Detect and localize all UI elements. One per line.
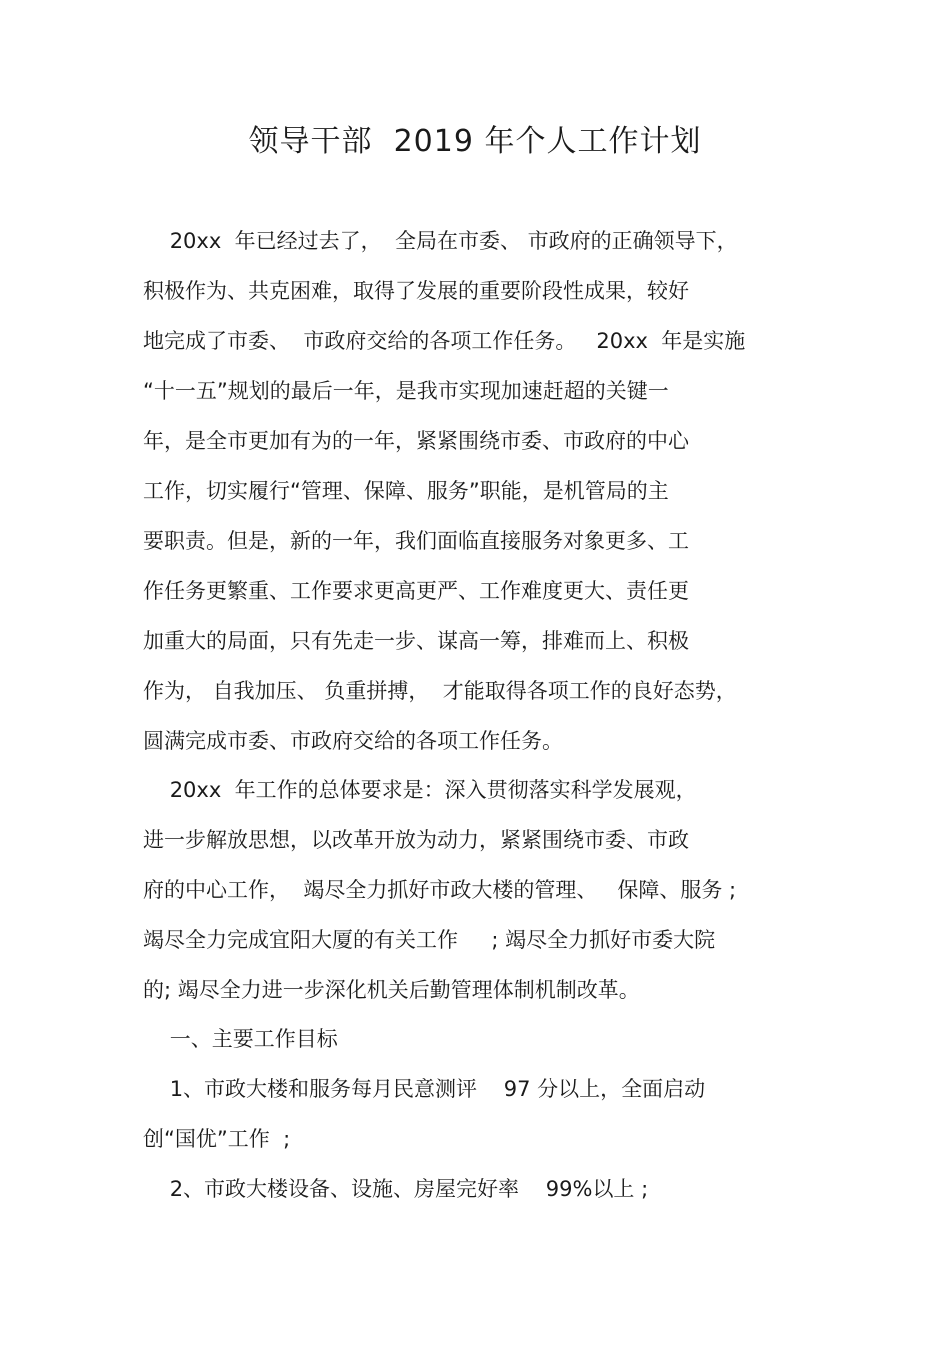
- body-line: 府的中心工作， 竭尽全力抓好市政大楼的管理、 保障、服务 ;: [143, 878, 737, 902]
- body-line: 作为， 自我加压、 负重拼搏， 才能取得各项工作的良好态势，: [143, 679, 737, 703]
- body-line: 作任务更繁重、工作要求更高更严、工作难度更大、责任更: [143, 579, 689, 603]
- body-line: 积极作为、共克困难，取得了发展的重要阶段性成果，较好: [143, 279, 689, 303]
- body-line: 进一步解放思想，以改革开放为动力，紧紧围绕市委、市政: [143, 828, 689, 852]
- section-heading: 一、主要工作目标: [143, 1027, 338, 1051]
- body-line: “十一五”规划的最后一年，是我市实现加速赶超的关键一: [143, 379, 669, 403]
- body-line: 要职责。但是，新的一年，我们面临直接服务对象更多、工: [143, 529, 689, 553]
- list-item: 1、市政大楼和服务每月民意测评 97 分以上，全面启动: [143, 1077, 706, 1101]
- body-line: 20xx 年工作的总体要求是：深入贯彻落实科学发展观，: [143, 778, 697, 802]
- body-line: 工作，切实履行“管理、保障、服务”职能，是机管局的主: [143, 479, 669, 503]
- body-line: 地完成了市委、 市政府交给的各项工作任务。 20xx 年是实施: [143, 329, 746, 353]
- list-item-continuation: 创“国优”工作 ;: [143, 1127, 291, 1151]
- document-title: 领导干部 2019 年个人工作计划: [248, 124, 702, 159]
- body-line: 竭尽全力完成宜阳大厦的有关工作 ; 竭尽全力抓好市委大院: [143, 928, 716, 952]
- body-line: 的; 竭尽全力进一步深化机关后勤管理体制机制改革。: [143, 978, 640, 1002]
- body-line: 加重大的局面，只有先走一步、谋高一筹，排难而上、积极: [143, 629, 689, 653]
- body-line: 20xx 年已经过去了， 全局在市委、 市政府的正确领导下，: [143, 229, 738, 253]
- body-line: 圆满完成市委、市政府交给的各项工作任务。: [143, 729, 563, 753]
- list-item: 2、市政大楼设备、设施、房屋完好率 99%以上 ;: [143, 1177, 649, 1201]
- body-line: 年，是全市更加有为的一年，紧紧围绕市委、市政府的中心: [143, 429, 689, 453]
